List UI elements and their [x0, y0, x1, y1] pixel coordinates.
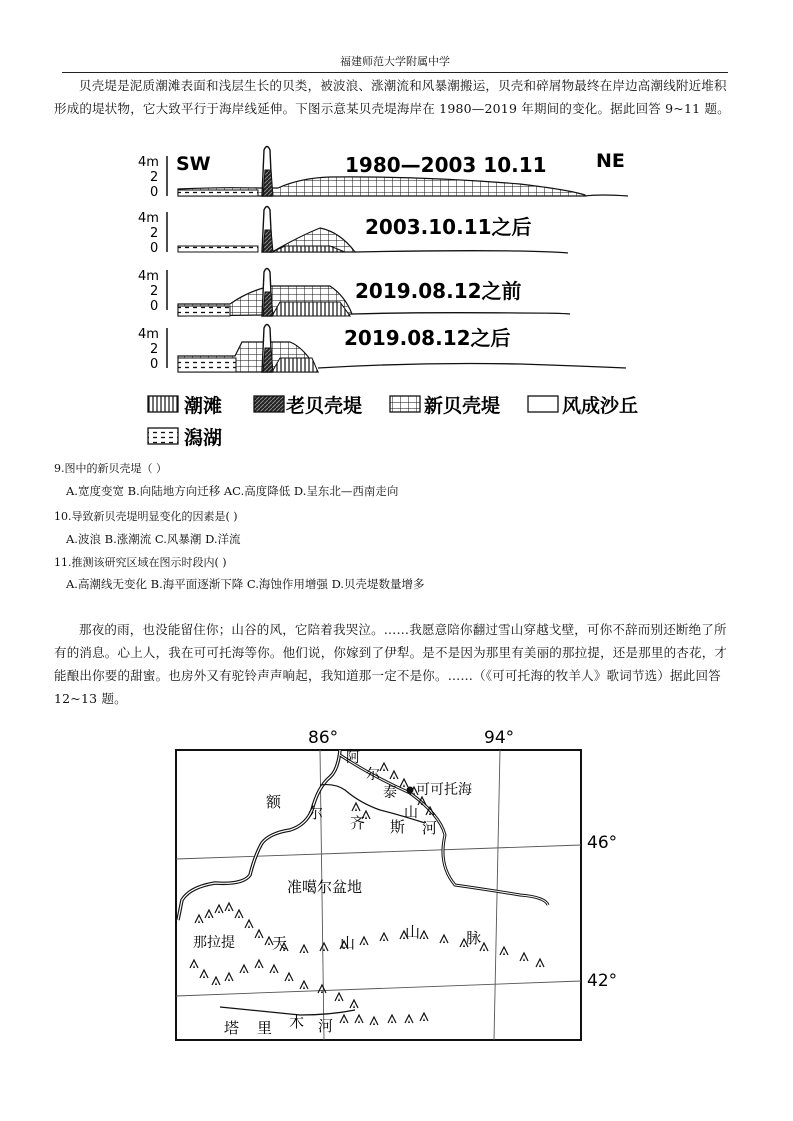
svg-text:塔: 塔 — [224, 1019, 240, 1037]
svg-text:天: 天 — [272, 934, 288, 952]
lat-46-label: 46° — [587, 833, 618, 853]
legend-new-ridge: 新贝壳堤 — [424, 395, 501, 417]
ne-label: NE — [596, 150, 625, 172]
legend-swatch-dune — [528, 396, 558, 412]
legend-dune: 风成沙丘 — [562, 395, 639, 417]
legend-swatch-new-ridge — [390, 396, 420, 412]
legend-swatch-lagoon — [148, 428, 178, 444]
question-11: 11.推测该研究区域在图示时段内( ) — [54, 556, 227, 569]
panel-2-title: 2003.10.11之后 — [365, 215, 532, 239]
legend-lagoon: 潟湖 — [184, 427, 223, 449]
sw-label: SW — [176, 153, 211, 175]
svg-text:河: 河 — [422, 819, 438, 837]
svg-text:4m: 4m — [138, 269, 159, 284]
axis-tick-4m: 4m — [138, 155, 159, 170]
lon-94-label: 94° — [484, 728, 515, 748]
keketuohai-label: 可可托海 — [416, 782, 472, 798]
profile-panel-4 — [138, 325, 626, 373]
svg-text:斯: 斯 — [390, 818, 406, 836]
panel-1-title: 1980—2003 10.11 — [345, 153, 547, 177]
xinjiang-map — [0, 715, 793, 1115]
svg-text:木: 木 — [289, 1013, 305, 1031]
question-10: 10.导致新贝壳堤明显变化的因素是( ) — [54, 510, 238, 523]
figure-legend — [148, 394, 638, 449]
panel-3-title: 2019.08.12之前 — [355, 279, 522, 303]
passage-shell-ridge: 贝壳堤是泥质潮滩表面和浅层生长的贝类，被波浪、涨潮流和风暴潮搬运，贝壳和碎屑物最终在岸边高潮线附近堆积形成的堤状物，它大致平行于海岸线延伸。下图示意某贝壳堤海岸在 1980—2019 年期间的变化。据此回答 9~11 题。 — [54, 78, 730, 116]
svg-text:2: 2 — [150, 284, 159, 299]
shell-ridge-diagram — [0, 0, 793, 460]
svg-text:2: 2 — [150, 226, 159, 241]
svg-text:泰: 泰 — [383, 785, 397, 801]
old-shell-ridge — [263, 170, 273, 196]
profile-panel-3 — [138, 269, 570, 317]
svg-text:脉: 脉 — [466, 929, 482, 947]
lat-42-label: 42° — [587, 971, 618, 991]
legend-old-ridge: 老贝壳堤 — [286, 395, 363, 417]
svg-text:阿: 阿 — [346, 750, 360, 766]
svg-text:尔: 尔 — [366, 767, 380, 783]
legend-tidal-flat: 潮滩 — [184, 395, 223, 417]
lon-86-label: 86° — [308, 728, 339, 748]
svg-text:额: 额 — [266, 793, 282, 811]
nalati-label: 那拉提 — [193, 935, 235, 951]
svg-text:0: 0 — [150, 241, 159, 256]
svg-text:0: 0 — [150, 357, 159, 372]
svg-text:尔: 尔 — [308, 804, 324, 822]
profile-panel-2 — [138, 207, 568, 257]
panel-4-title: 2019.08.12之后 — [344, 326, 511, 350]
legend-swatch-tidal-flat — [148, 396, 178, 412]
svg-text:山: 山 — [340, 934, 356, 952]
svg-text:0: 0 — [150, 299, 159, 314]
axis-tick-0: 0 — [150, 185, 159, 200]
svg-text:齐: 齐 — [350, 814, 366, 832]
svg-text:4m: 4m — [138, 211, 159, 226]
svg-text:山: 山 — [404, 805, 418, 821]
svg-text:河: 河 — [318, 1017, 334, 1035]
passage-song-lyrics: 那夜的雨，也没能留住你；山谷的风，它陪着我哭泣。……我愿意陪你翻过雪山穿越戈壁，可你不辞而别还断绝了所有的消息。心上人，我在可可托海等你。他们说，你嫁到了伊犁。是不是因为那里有美丽的那拉提，还是那里的杏花，才能酿出你要的甜蜜。也房外又有驼铃声声响起，我知道那一定不是你。……（《可可托海的牧羊人》歌词节选）据此回答 12~13 题。 — [54, 622, 728, 706]
svg-text:4m: 4m — [138, 327, 159, 342]
svg-text:2: 2 — [150, 342, 159, 357]
legend-swatch-old-ridge — [254, 396, 284, 412]
question-11-options: A.高潮线无变化 B.海平面逐渐下降 C.海蚀作用增强 D.贝壳堤数量增多 — [66, 577, 425, 591]
keketuohai-marker — [407, 787, 414, 794]
lagoon — [178, 190, 258, 196]
svg-text:山: 山 — [405, 923, 421, 941]
question-10-options: A.波浪 B.涨潮流 C.风暴潮 D.洋流 — [66, 532, 241, 546]
question-9-options: A.宽度变宽 B.向陆地方向迁移 AC.高度降低 D.呈东北—西南走向 — [66, 484, 399, 498]
axis-tick-2: 2 — [150, 170, 159, 185]
school-header: 福建师范大学附属中学 — [62, 54, 728, 73]
junggar-basin-label: 准噶尔盆地 — [287, 878, 363, 896]
question-9: 9.图中的新贝壳堤（ ） — [54, 462, 167, 475]
svg-text:里: 里 — [257, 1019, 273, 1037]
profile-panel-1 — [138, 147, 628, 201]
